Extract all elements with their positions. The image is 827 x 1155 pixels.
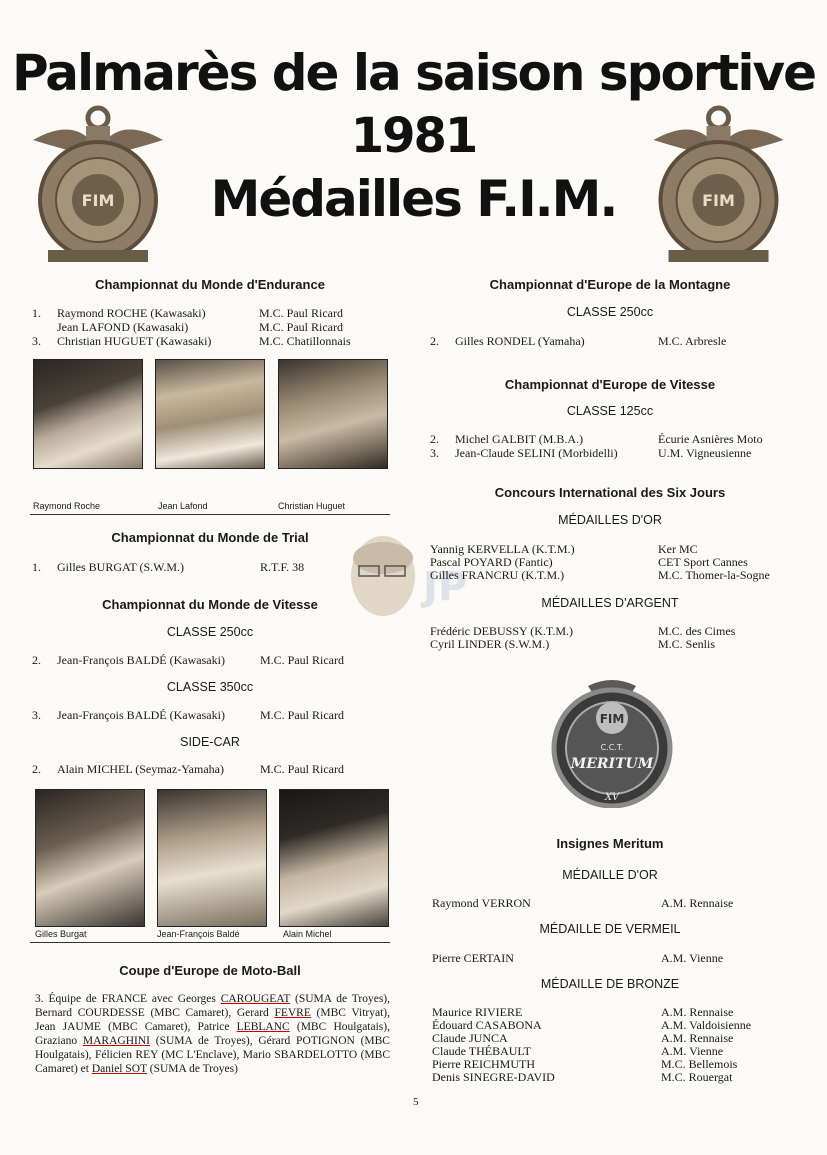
medal-label: MÉDAILLE DE BRONZE — [540, 977, 680, 991]
svg-text:MERITUM: MERITUM — [570, 756, 654, 772]
caption: Raymond Roche — [33, 501, 101, 511]
photo-alain-michel — [279, 789, 389, 927]
six-jours-heading: Concours International des Six Jours — [494, 485, 726, 500]
photo-jean-lafond — [155, 359, 265, 469]
photo-christian-huguet — [278, 359, 388, 469]
svg-text:JP: JP — [423, 564, 468, 610]
fim-badge-right-icon — [646, 100, 791, 275]
medal-label: MÉDAILLE D'OR — [562, 868, 658, 882]
class-label: CLASSE 125cc — [566, 404, 654, 418]
caption: Gilles Burgat — [35, 929, 87, 939]
svg-text:XV: XV — [604, 792, 620, 803]
medal-label: MÉDAILLE DE VERMEIL — [539, 922, 681, 936]
caption: Christian Huguet — [278, 501, 346, 511]
svg-text:FIM: FIM — [81, 191, 115, 210]
svg-text:FIM: FIM — [599, 712, 625, 726]
europe-vitesse-heading: Championnat d'Europe de Vitesse — [504, 377, 716, 392]
vitesse-heading: Championnat du Monde de Vitesse — [102, 597, 318, 612]
svg-text:FIM: FIM — [702, 191, 735, 210]
class-label: CLASSE 350cc — [166, 680, 254, 694]
photo-raymond-roche — [33, 359, 143, 469]
fim-badge-left-icon — [28, 100, 168, 275]
title-medailles: Médailles F.I.M. — [210, 170, 617, 228]
divider — [30, 942, 390, 943]
class-label: CLASSE 250cc — [566, 305, 654, 319]
montagne-heading: Championnat d'Europe de la Montagne — [489, 277, 731, 292]
medal-label: MÉDAILLES D'ARGENT — [541, 596, 679, 610]
endurance-heading: Championnat du Monde d'Endurance — [95, 277, 325, 292]
title-year: 1981 — [350, 108, 477, 164]
photo-gilles-burgat — [35, 789, 145, 927]
medal-label: MÉDAILLES D'OR — [558, 513, 662, 527]
divider — [30, 514, 390, 515]
class-label: SIDE-CAR — [180, 735, 240, 749]
page-number: 5 — [413, 1096, 419, 1108]
caption: Jean Lafond — [158, 501, 208, 511]
photo-jean-francois-balde — [157, 789, 267, 927]
trial-heading: Championnat du Monde de Trial — [111, 530, 309, 545]
meritum-heading: Insignes Meritum — [556, 836, 664, 851]
svg-text:C.C.T.: C.C.T. — [600, 743, 624, 752]
class-label: CLASSE 250cc — [166, 625, 254, 639]
motoball-paragraph: 3. Équipe de FRANCE avec Georges CAROUGEAT (SUMA de Troyes), Bernard COURDESSE (MBC Camaret), Gerard FEVRE (MBC Vitryat), Jean JAUME (MBC Camaret), Patrice LEBLANC (MBC Houlgatais), Graziano MARAGHINI (SUMA de Troyes), Gérard POTIGNON (MBC Houlgatais), Félicien REY (MC L'Enclave), Mario SBARDELOTTO (MBC Camaret) et Daniel SOT (SUMA de Troyes) — [35, 993, 390, 1075]
meritum-badge-icon — [548, 676, 676, 808]
motoball-heading: Coupe d'Europe de Moto-Ball — [119, 963, 301, 978]
caption: Alain Michel — [283, 929, 332, 939]
page-title: Palmarès de la saison sportive — [11, 44, 815, 102]
caption: Jean-François Baldé — [157, 929, 240, 939]
